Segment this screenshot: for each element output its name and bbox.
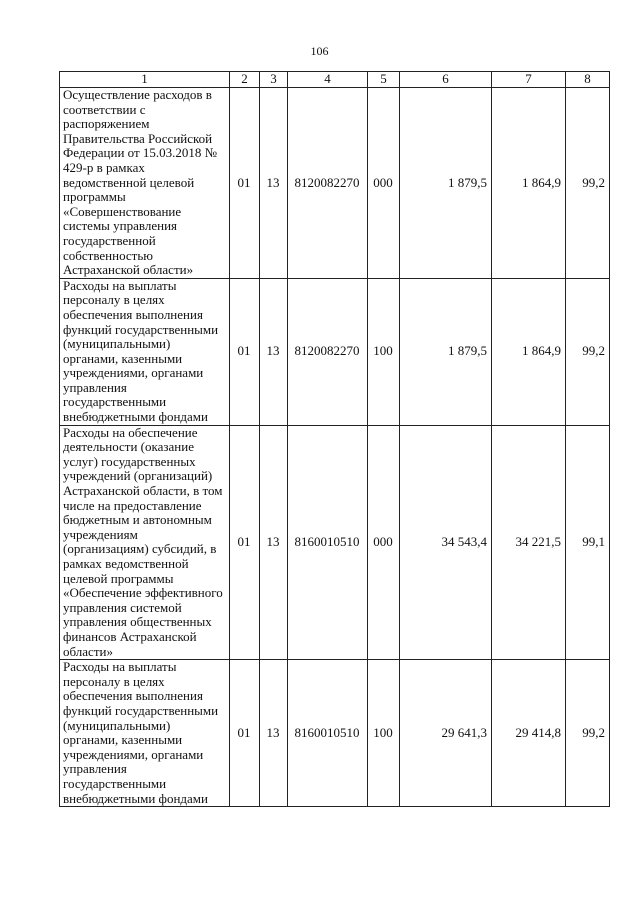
table-row [60, 660, 610, 807]
expense-type-code: 000 [368, 425, 400, 660]
column-header: 3 [260, 72, 288, 88]
subsection-code: 13 [260, 660, 288, 807]
actual-amount: 1 864,9 [492, 278, 566, 425]
target-article-code: 8160010510 [288, 425, 368, 660]
column-header: 5 [368, 72, 400, 88]
budget-table [59, 71, 610, 807]
execution-percent: 99,2 [566, 88, 610, 279]
table-row [60, 88, 610, 279]
subsection-code: 13 [260, 425, 288, 660]
column-header: 7 [492, 72, 566, 88]
table-row [60, 425, 610, 660]
target-article-code: 8120082270 [288, 278, 368, 425]
planned-amount: 1 879,5 [400, 278, 492, 425]
column-header: 4 [288, 72, 368, 88]
section-code: 01 [230, 278, 260, 425]
section-code: 01 [230, 88, 260, 279]
planned-amount: 34 543,4 [400, 425, 492, 660]
expense-type-code: 100 [368, 278, 400, 425]
row-description: Расходы на обеспечение деятельности (оказание услуг) государственных учреждений (организаций) Астраханской области, в том числе на предоставление бюджетным и автономным учреждениям (организациям) субсидий, в рамках ведомственной целевой программы «Обеспечение эффективного управления системой управления общественных финансов Астраханской области» [60, 425, 230, 660]
subsection-code: 13 [260, 278, 288, 425]
column-header: 8 [566, 72, 610, 88]
actual-amount: 29 414,8 [492, 660, 566, 807]
column-header: 2 [230, 72, 260, 88]
target-article-code: 8120082270 [288, 88, 368, 279]
column-header: 6 [400, 72, 492, 88]
row-description: Расходы на выплаты персоналу в целях обеспечения выполнения функций государственными (муниципальными) органами, казенными учреждениями, органами управления государственными внебюджетными фондами [60, 278, 230, 425]
section-code: 01 [230, 425, 260, 660]
actual-amount: 1 864,9 [492, 88, 566, 279]
row-description: Осуществление расходов в соответствии с распоряжением Правительства Российской Федерации от 15.03.2018 № 429-р в рамках ведомственной целевой программы «Совершенствование системы управления государственной собственностью Астраханской области» [60, 88, 230, 279]
execution-percent: 99,2 [566, 278, 610, 425]
actual-amount: 34 221,5 [492, 425, 566, 660]
planned-amount: 29 641,3 [400, 660, 492, 807]
table-header-row [60, 72, 610, 88]
row-description: Расходы на выплаты персоналу в целях обеспечения выполнения функций государственными (муниципальными) органами, казенными учреждениями, органами управления государственными внебюджетными фондами [60, 660, 230, 807]
expense-type-code: 100 [368, 660, 400, 807]
target-article-code: 8160010510 [288, 660, 368, 807]
expense-type-code: 000 [368, 88, 400, 279]
execution-percent: 99,1 [566, 425, 610, 660]
table-row [60, 278, 610, 425]
subsection-code: 13 [260, 88, 288, 279]
page-number: 106 [310, 44, 329, 58]
planned-amount: 1 879,5 [400, 88, 492, 279]
section-code: 01 [230, 660, 260, 807]
execution-percent: 99,2 [566, 660, 610, 807]
column-header: 1 [60, 72, 230, 88]
